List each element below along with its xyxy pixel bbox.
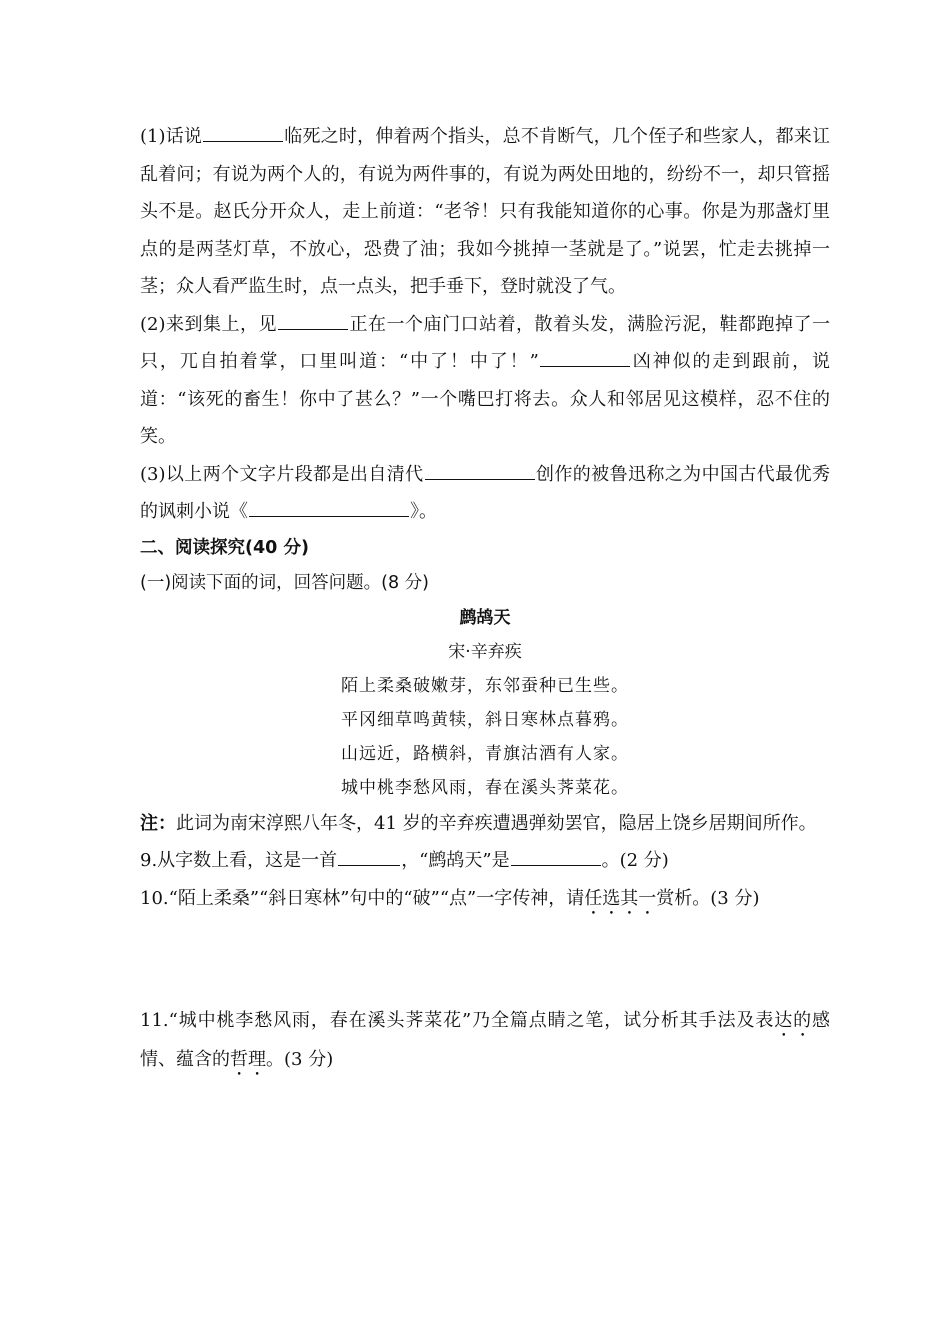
question-9 <box>140 842 830 880</box>
q11-text-1: 11.“城中桃李愁风雨，春在溪头荠菜花”乃全篇点睛之笔，试分析其手法及表 <box>140 1009 775 1031</box>
answer-blank[interactable] <box>278 311 348 330</box>
answer-blank[interactable] <box>203 123 283 142</box>
answer-blank[interactable] <box>338 847 400 866</box>
poem-note <box>140 805 830 843</box>
q3-prefix: (3)以上两个文字片段都是出自清代 <box>140 463 424 485</box>
q10-text-1: 10.“陌上柔桑”“斜日寒林”句中的“破”“点”一字传神，请 <box>140 887 585 909</box>
answer-blank[interactable] <box>249 498 409 517</box>
emphasized-text: 任选其一 <box>584 887 657 909</box>
q1-text: 临死之时，伸着两个指头，总不肯断气，几个侄子和些家人，都来讧乱着问；有说为两个人的，有说为两件事的，有说为两处田地的，纷纷不一，却只管摇头不是。赵氏分开众人，走上前道：“老爷！只有我能知道你的心事。你是为那盏灯里点的是两茎灯草，不放心，恐费了油；我如今挑掉一茎就是了。”说罢，忙走去挑掉一茎；众人看严监生时，点一点头，把手垂下，登时就没了气。 <box>140 126 830 297</box>
emphasized-text: 哲理 <box>230 1048 266 1070</box>
poem-line: 平冈细草鸣黄犊，斜日寒林点暮鸦。 <box>341 709 629 730</box>
note-label: 注： <box>140 812 176 834</box>
answer-blank[interactable] <box>540 348 630 367</box>
note-text: 此词为南宋淳熙八年冬，41 岁的辛弃疾遭遇弹劾罢官，隐居上饶乡居期间所作。 <box>176 812 817 834</box>
q11-text-3: 。(3 分) <box>266 1048 334 1070</box>
q2-text-2: 凶神似的走到跟前，说道：“该死的畜生！你中了甚么？”一个嘴巴打将去。众人和邻居见这模样，忍不住的笑。 <box>140 351 831 447</box>
q2-prefix: (2)来到集上，见 <box>140 313 277 335</box>
answer-blank[interactable] <box>511 847 601 866</box>
section-heading: 二、阅读探究(40 分) <box>140 537 309 558</box>
question-2 <box>140 306 830 456</box>
q9-text-1: 9.从字数上看，这是一首 <box>140 850 338 871</box>
answer-blank[interactable] <box>425 461 535 480</box>
answer-space[interactable] <box>140 919 830 1002</box>
poem-title: 鹧鸪天 <box>459 607 511 628</box>
part-instruction: (一)阅读下面的词，回答问题。(8 分) <box>140 572 430 593</box>
q10-text-2: 赏析。(3 分) <box>656 887 760 909</box>
q9-text-2: ，“鹧鸪天”是 <box>401 850 510 871</box>
emphasized-text: 达的 <box>774 1009 813 1031</box>
q1-prefix: (1)话说 <box>140 126 203 147</box>
poem-block <box>140 601 830 805</box>
poem-author: 宋·辛弃疾 <box>448 641 522 662</box>
document-page <box>140 118 830 1080</box>
q3-text: 创作的被鲁迅称之为中国古代最优秀的讽刺小说《 <box>140 463 830 522</box>
poem-line: 城中桃李愁风雨，春在溪头荠菜花。 <box>341 777 629 798</box>
q9-text-3: 。(2 分) <box>601 850 669 871</box>
question-3 <box>140 456 830 531</box>
question-1 <box>140 118 830 306</box>
q3-suffix: 》。 <box>410 501 437 522</box>
poem-line: 山远近，路横斜，青旗沽酒有人家。 <box>341 743 629 764</box>
q2-text-1: 正在一个庙门口站着，散着头发，满脸污泥，鞋都跑掉了一只，兀自拍着掌，口里叫道：“中了！中了！” <box>140 313 830 372</box>
question-11 <box>140 1002 830 1080</box>
q11-text-2: 感情、蕴含的 <box>140 1009 831 1070</box>
poem-line: 陌上柔桑破嫩芽，东邻蚕种已生些。 <box>341 675 629 696</box>
question-10 <box>140 880 830 919</box>
